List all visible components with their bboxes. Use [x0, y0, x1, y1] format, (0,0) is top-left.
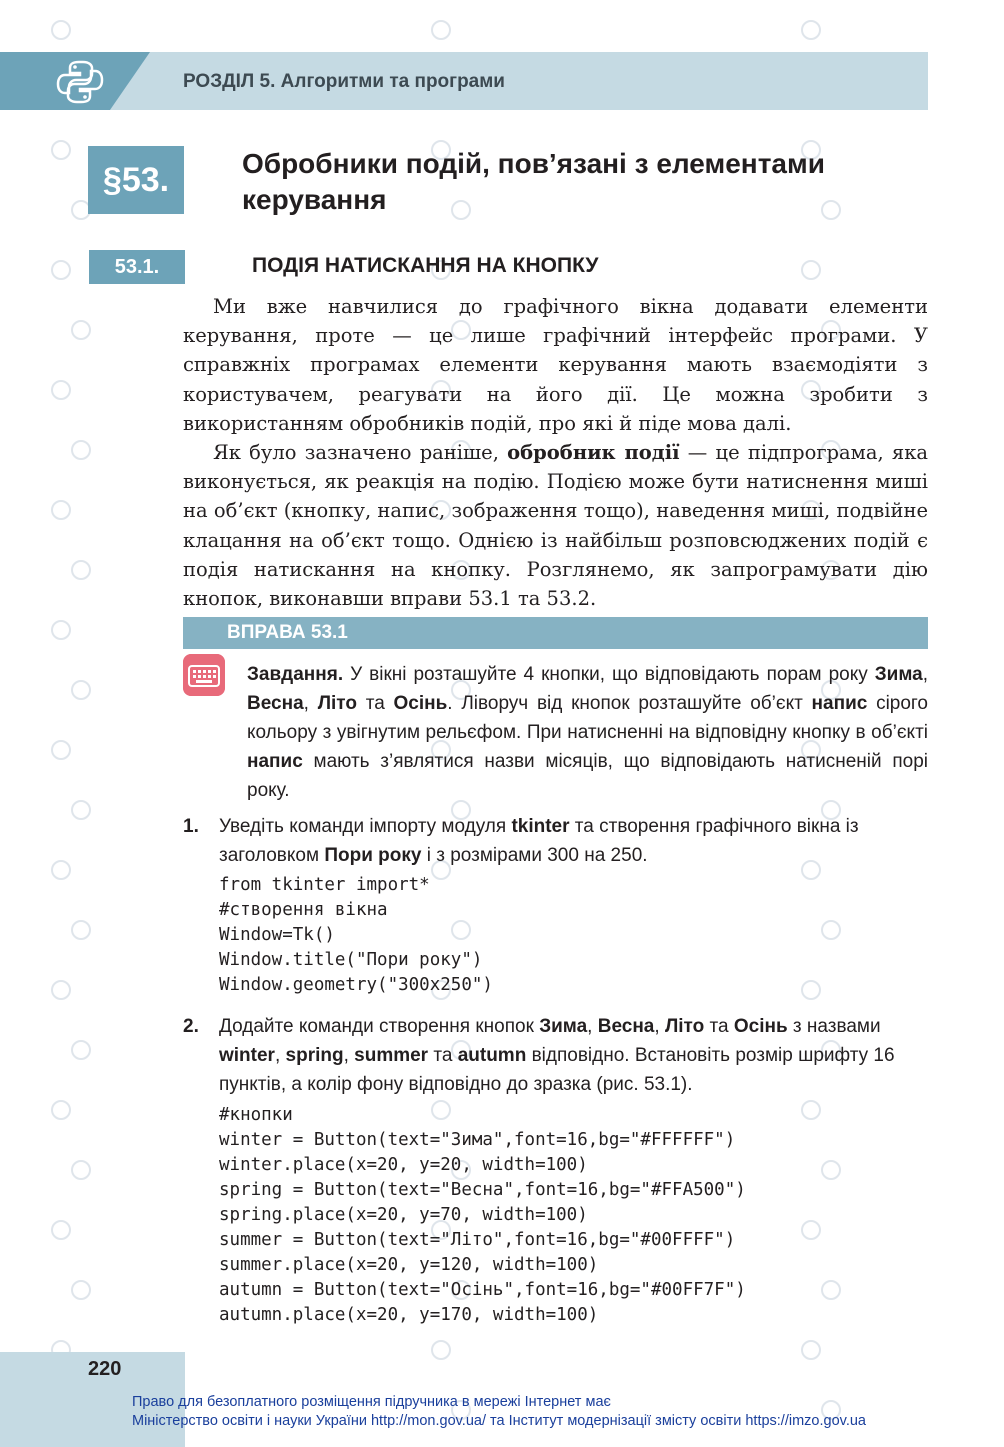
- step-1: [183, 812, 928, 870]
- bold-term: Весна: [597, 1016, 655, 1037]
- watermark-circle-icon: [801, 980, 821, 1000]
- watermark-circle-icon: [71, 1040, 91, 1060]
- task-text: [247, 660, 928, 805]
- chapter-title: РОЗДІЛ 5. Алгоритми та програми: [183, 71, 505, 92]
- watermark-circle-icon: [801, 1100, 821, 1120]
- watermark-mark: [47, 980, 75, 1000]
- watermark-mark: [47, 1220, 75, 1240]
- watermark-circle-icon: [51, 620, 71, 640]
- watermark-circle-icon: [801, 1220, 821, 1240]
- text-run: мають з’являтися назви місяців, що відповідають натисненій порі року.: [247, 751, 928, 801]
- watermark-circle-icon: [431, 20, 451, 40]
- watermark-mark: [427, 20, 455, 40]
- body-paragraph-1: Ми вже навчилися до графічного вікна додавати елементи керування, проте — це лише графічний інтерфейс програми. У справжніх програмах елементи керування мають взаємодіяти з користувачем, реагувати на його дії. Це можна зробити з використанням обробників подій, про які й піде мова далі.: [183, 295, 928, 435]
- watermark-circle-icon: [821, 1280, 841, 1300]
- text-run: — це підпрограма, яка виконується, як реакція на подію. Подією може бути натиснення миші на об’єкт (кнопку, напис, зображення тощо), наведення миші, подвійне клацання на об’єкт тощо. Однією із найбільш розповсюджених подій є подія натискання на кнопку. Розглянемо, як запрограмувати дію кнопок, виконавши вправи 53.1 та 53.2.: [183, 441, 929, 611]
- watermark-mark: [47, 380, 75, 400]
- watermark-circle-icon: [51, 500, 71, 520]
- task-label: Завдання.: [247, 664, 344, 685]
- watermark-circle-icon: [801, 1340, 821, 1360]
- text-run: ,: [922, 664, 928, 685]
- text-run: ,: [274, 1045, 286, 1066]
- bold-term: Зима: [539, 1016, 588, 1037]
- step-number: 1.: [183, 816, 199, 837]
- text-run: та створення графічного вікна із заголовком: [219, 816, 859, 866]
- watermark-circle-icon: [431, 1340, 451, 1360]
- text-run: сірого кольору з увігнутим рельєфом. При натисненні на відповідну кнопку в об’єкті: [247, 693, 929, 743]
- watermark-circle-icon: [51, 140, 71, 160]
- license-notice: [132, 1393, 866, 1431]
- paragraph-number-badge: §53.: [88, 146, 184, 214]
- text-run: та: [428, 1045, 458, 1066]
- step-number: 2.: [183, 1016, 199, 1037]
- watermark-circle-icon: [71, 560, 91, 580]
- watermark-circle-icon: [821, 1160, 841, 1180]
- paragraph-title-line1: Обробники подій, пов’язані з елементами: [242, 148, 825, 179]
- watermark-mark: [47, 860, 75, 880]
- watermark-circle-icon: [51, 20, 71, 40]
- text-run: ,: [343, 1045, 355, 1066]
- exercise-label: ВПРАВА 53.1: [227, 622, 348, 643]
- watermark-mark: [817, 920, 845, 940]
- text-run: Як було зазначено раніше,: [213, 441, 508, 465]
- watermark-mark: [797, 1100, 825, 1120]
- watermark-circle-icon: [71, 920, 91, 940]
- bold-term: Пори року: [324, 845, 422, 866]
- bold-term: Літо: [317, 693, 357, 714]
- watermark-circle-icon: [71, 800, 91, 820]
- bold-term: обробник події: [507, 441, 680, 465]
- section-title: ПОДІЯ НАТИСКАННЯ НА КНОПКУ: [252, 254, 599, 277]
- watermark-circle-icon: [71, 1280, 91, 1300]
- bold-term: summer: [354, 1045, 429, 1066]
- watermark-mark: [67, 1160, 95, 1180]
- watermark-mark: [427, 1340, 455, 1360]
- watermark-circle-icon: [51, 740, 71, 760]
- text-run: ,: [303, 693, 318, 714]
- watermark-mark: [67, 920, 95, 940]
- watermark-mark: [797, 20, 825, 40]
- watermark-mark: [797, 980, 825, 1000]
- paragraph-title: [242, 146, 882, 218]
- watermark-circle-icon: [821, 920, 841, 940]
- watermark-circle-icon: [51, 1220, 71, 1240]
- body-text: [183, 292, 928, 613]
- watermark-mark: [67, 440, 95, 460]
- watermark-circle-icon: [51, 380, 71, 400]
- watermark-mark: [797, 260, 825, 280]
- text-run: з назвами: [787, 1016, 881, 1037]
- watermark-mark: [817, 1160, 845, 1180]
- watermark-mark: [67, 800, 95, 820]
- watermark-circle-icon: [51, 1100, 71, 1120]
- watermark-mark: [47, 500, 75, 520]
- section-number-badge: 53.1.: [89, 250, 185, 284]
- watermark-mark: [47, 20, 75, 40]
- python-logo-icon: [56, 58, 104, 106]
- watermark-mark: [67, 1040, 95, 1060]
- bold-term: напис: [247, 751, 303, 772]
- exercise-header-bar: [183, 617, 928, 649]
- text-run: ,: [587, 1016, 598, 1037]
- step-2: [183, 1012, 928, 1099]
- text-run: та: [356, 693, 394, 714]
- text-run: відповідно. Встановіть розмір шрифту 16 пунктів, а колір фону відповідно до зразка (рис. 53.1).: [219, 1045, 895, 1095]
- watermark-mark: [47, 1100, 75, 1120]
- bold-term: Весна: [247, 693, 304, 714]
- license-line-2: Міністерство освіти і науки України http://mon.gov.ua/ та Інститут модернізації змісту освіти https://imzo.gov.ua: [132, 1413, 866, 1429]
- body-paragraph-2: [183, 438, 928, 613]
- text-run: та: [704, 1016, 734, 1037]
- watermark-circle-icon: [801, 260, 821, 280]
- watermark-circle-icon: [51, 260, 71, 280]
- text-run: У вікні розташуйте 4 кнопки, що відповідають порам року: [343, 664, 875, 685]
- watermark-mark: [47, 740, 75, 760]
- keyboard-task-icon: [183, 654, 225, 696]
- bold-term: Осінь: [393, 693, 448, 714]
- bold-term: spring: [285, 1045, 344, 1066]
- watermark-mark: [797, 1340, 825, 1360]
- watermark-mark: [47, 620, 75, 640]
- bold-term: autumn: [457, 1045, 527, 1066]
- watermark-mark: [817, 1280, 845, 1300]
- text-run: Додайте команди створення кнопок: [219, 1016, 540, 1037]
- step-2-text: [219, 1012, 928, 1099]
- watermark-circle-icon: [71, 1160, 91, 1180]
- bold-term: напис: [811, 693, 868, 714]
- watermark-mark: [67, 680, 95, 700]
- bold-term: tkinter: [511, 816, 570, 837]
- watermark-mark: [797, 1220, 825, 1240]
- paragraph-title-line2: керування: [242, 184, 387, 215]
- bold-term: Осінь: [733, 1016, 788, 1037]
- text-run: ,: [654, 1016, 665, 1037]
- text-run: і з розмірами 300 на 250.: [421, 845, 648, 866]
- watermark-mark: [67, 1280, 95, 1300]
- watermark-circle-icon: [51, 860, 71, 880]
- watermark-circle-icon: [71, 680, 91, 700]
- watermark-mark: [67, 320, 95, 340]
- watermark-circle-icon: [801, 20, 821, 40]
- text-run: . Ліворуч від кнопок розташуйте об’єкт: [447, 693, 812, 714]
- bold-term: winter: [219, 1045, 275, 1066]
- license-line-1: Право для безоплатного розміщення підручника в мережі Інтернет має: [132, 1394, 611, 1410]
- watermark-circle-icon: [71, 440, 91, 460]
- code-block-2: #кнопки winter = Button(text="Зима",font=16,bg="#FFFFFF") winter.place(x=20, y=20, width=100) spring = Button(text="Весна",font=16,bg="#FFA500") spring.place(x=20, y=70, width=100) summer = Button(text="Літо",font=16,bg="#00FFFF") summer.place(x=20, y=120, width=100) autumn = Button(text="Осінь",font=16,bg="#00FF7F") autumn.place(x=20, y=170, width=100): [219, 1105, 746, 1325]
- watermark-mark: [47, 260, 75, 280]
- watermark-circle-icon: [51, 980, 71, 1000]
- bold-term: Літо: [664, 1016, 705, 1037]
- watermark-mark: [67, 560, 95, 580]
- bold-term: Зима: [874, 664, 923, 685]
- watermark-circle-icon: [71, 320, 91, 340]
- step-1-text: [219, 812, 928, 870]
- code-block-1: from tkinter import* #створення вікна Window=Tk() Window.title("Пори року") Window.geometry("300x250"): [219, 875, 493, 995]
- chapter-header: [0, 52, 928, 110]
- page-number: 220: [88, 1358, 122, 1380]
- watermark-mark: [47, 140, 75, 160]
- text-run: Уведіть команди імпорту модуля: [219, 816, 512, 837]
